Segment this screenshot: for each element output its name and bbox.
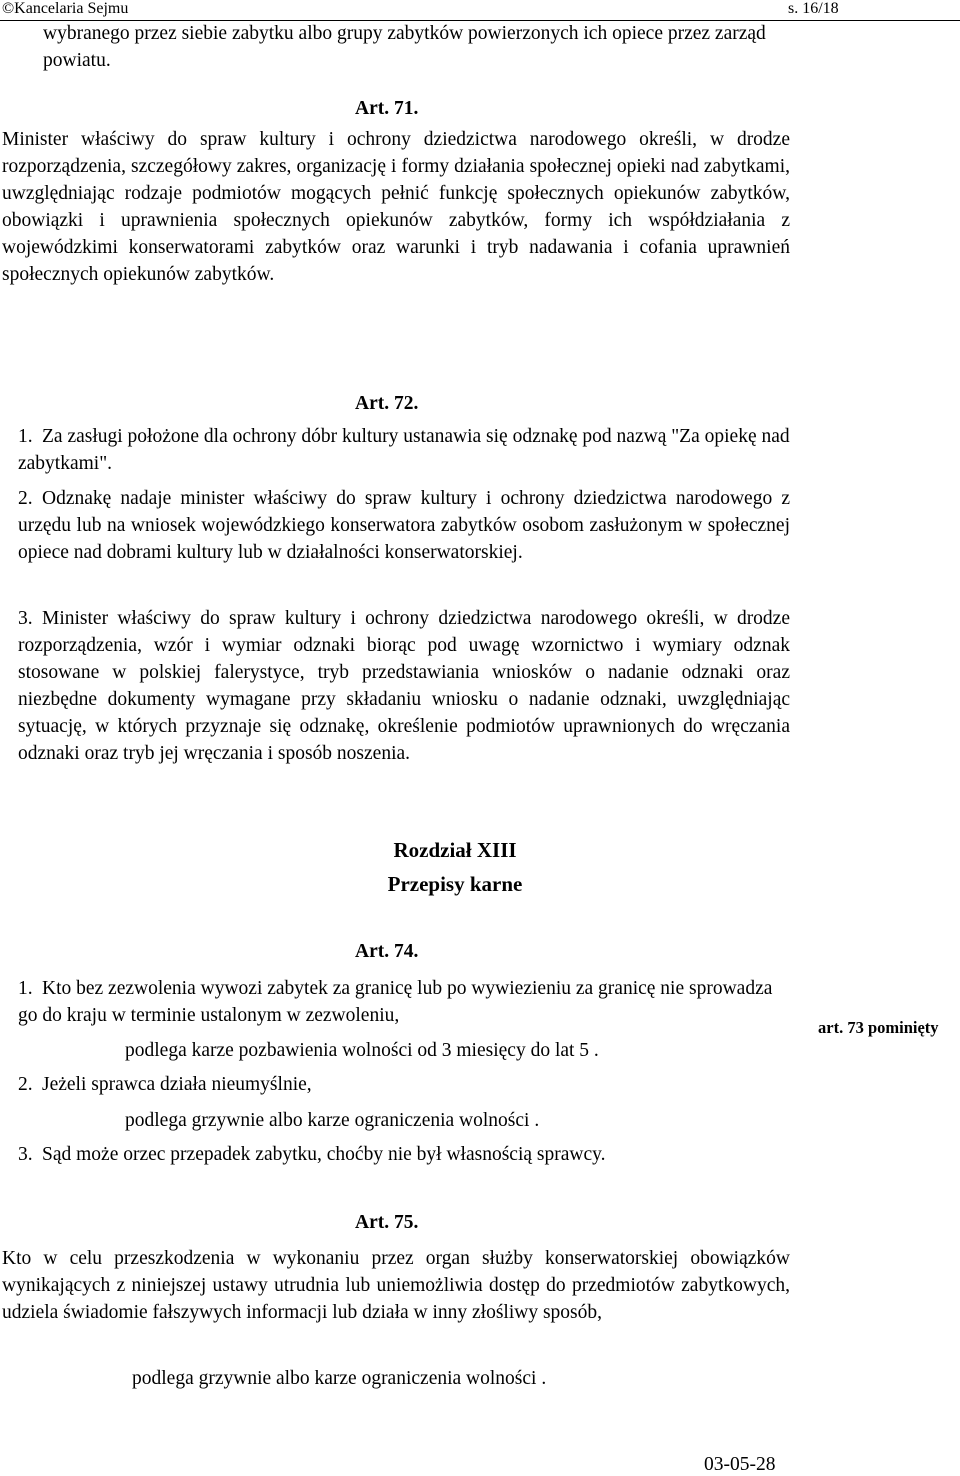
page-number: s. 16/18: [788, 0, 839, 17]
art-75-penalty: podlega grzywnie albo karze ograniczenia wolności .: [132, 1368, 547, 1389]
item-number: 2.: [18, 488, 33, 509]
art-74-item-1-penalty: podlega karze pozbawienia wolności od 3 miesięcy do lat 5 .: [125, 1040, 599, 1061]
page-header: [0, 0, 960, 21]
art-72-item-2: [18, 485, 790, 566]
item-text: Minister właściwy do spraw kultury i ochrony dziedzictwa narodowego określi, w drodze rozporządzenia, wzór i wymiar odznaki biorąc pod uwagę wzornictwo i wymiary odznak stosowane w polskiej falerystyce, tryb przedstawiania wniosków o nadanie odznaki oraz niezbędne dokumenty wymagane przy składaniu wniosku o nadanie odznaki, uwzględniając sytuację, w których przyznaje się odznakę, określenie podmiotów uprawnionych do wręczania odznaki oraz tryb jej wręczania i sposób noszenia.: [18, 608, 790, 764]
art-72-title: Art. 72.: [355, 393, 419, 414]
art-75-title: Art. 75.: [355, 1212, 419, 1233]
item-number: 1.: [18, 426, 33, 447]
side-note: art. 73 pominięty: [818, 1018, 939, 1037]
art-72-item-3: [18, 605, 790, 767]
art-74-title: Art. 74.: [355, 941, 419, 962]
chapter-subtitle: Przepisy karne: [387, 872, 523, 896]
item-number: 3.: [18, 608, 33, 629]
item-number: 1.: [18, 978, 33, 999]
art-72-item-1: [18, 423, 790, 477]
document-date: 03-05-28: [704, 1454, 776, 1475]
item-text: Kto bez zezwolenia wywozi zabytek za granicę lub po wywiezieniu za granicę nie sprowadza go do kraju w terminie ustalonym w zezwoleniu,: [18, 978, 773, 1026]
art-74-item-2: [18, 1071, 790, 1098]
item-text: Odznakę nadaje minister właściwy do spraw kultury i ochrony dziedzictwa narodowego z urzędu lub na wniosek wojewódzkiego konserwatora zabytków osobom zasłużonym w społecznej opiece nad dobrami kultury lub w działalności konserwatorskiej.: [18, 488, 790, 563]
art-71-title: Art. 71.: [355, 98, 419, 119]
item-text: Sąd może orzec przepadek zabytku, choćby nie był własnością sprawcy.: [42, 1144, 606, 1165]
art-74-item-3: [18, 1141, 790, 1168]
item-number: 2.: [18, 1074, 33, 1095]
art-75-text: Kto w celu przeszkodzenia w wykonaniu przez organ służby konserwatorskiej obowiązków wynikających z niniejszej ustawy utrudnia lub uniemożliwia dostęp do przedmiotów zabytkowych, udziela świadomie fałszywych informacji lub działa w inny złośliwy sposób,: [2, 1248, 790, 1323]
item-text: Jeżeli sprawca działa nieumyślnie,: [42, 1074, 312, 1095]
item-text: Za zasługi położone dla ochrony dóbr kultury ustanawia się odznakę pod nazwą "Za opiekę nad zabytkami".: [18, 426, 790, 474]
art-74-item-1: [18, 975, 790, 1029]
chapter-title: Rozdział XIII: [393, 838, 517, 862]
art-71-text: Minister właściwy do spraw kultury i ochrony dziedzictwa narodowego określi, w drodze rozporządzenia, szczegółowy zakres, organizację i formy działania społecznej opieki nad zabytkami, uwzględniając rodzaje podmiotów mogących pełnić funkcję społecznych opiekunów zabytków, obowiązki i uprawnienia społecznych opiekunów zabytków, formy ich współdziałania z wojewódzkimi konserwatorami zabytków oraz warunki i tryb nadawania i cofania uprawnień społecznych opiekunów zabytków.: [2, 129, 790, 285]
copyright-label: ©Kancelaria Sejmu: [2, 0, 129, 17]
intro-paragraph: wybranego przez siebie zabytku albo grupy zabytków powierzonych ich opiece przez zarząd powiatu.: [43, 23, 766, 71]
item-number: 3.: [18, 1144, 33, 1165]
art-74-item-2-penalty: podlega grzywnie albo karze ograniczenia wolności .: [125, 1110, 540, 1131]
